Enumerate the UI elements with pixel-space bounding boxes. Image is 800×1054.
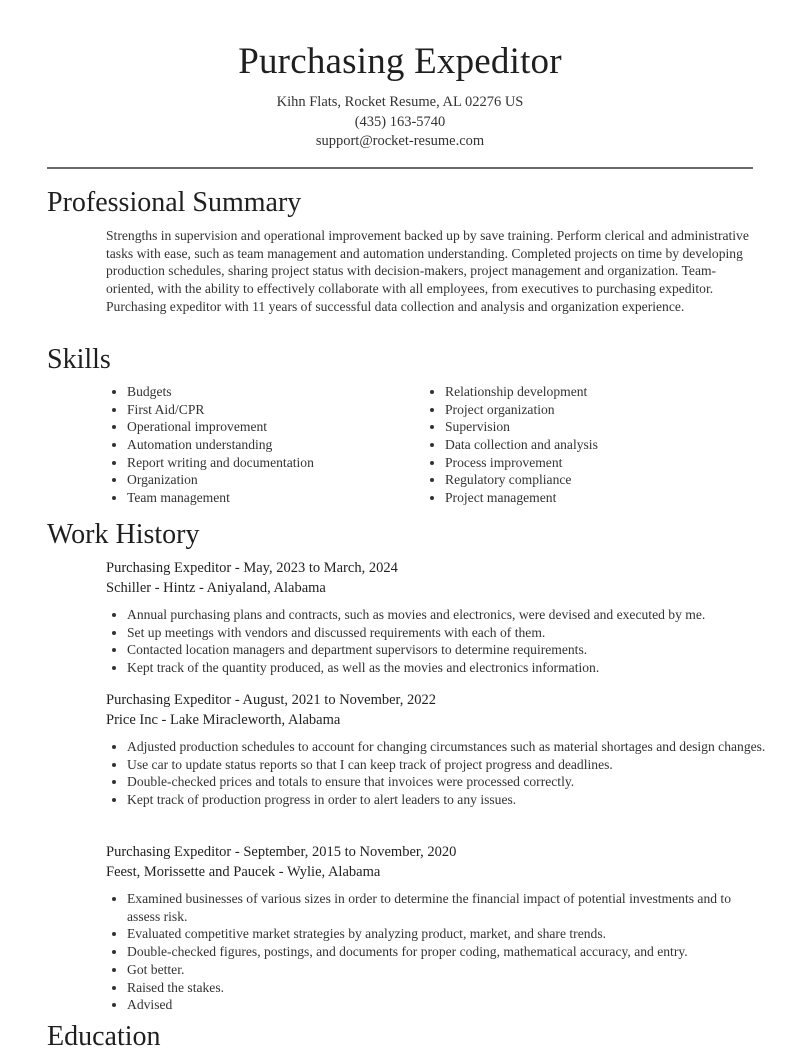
header-divider bbox=[47, 167, 753, 169]
skills-heading: Skills bbox=[47, 344, 111, 375]
candidate-name: Purchasing Expeditor bbox=[238, 41, 562, 82]
job-bullet: • Set up meetings with vendors and discussed requirements with each of them. bbox=[127, 624, 766, 642]
skill-item: • Process improvement bbox=[445, 454, 598, 472]
job-bullet: • Annual purchasing plans and contracts, such as movies and electronics, were devised and executed by me. bbox=[127, 606, 766, 624]
skills-column-2 bbox=[424, 383, 598, 507]
job-bullet: • Double-checked figures, postings, and documents for proper coding, mathematical accuracy, and entry. bbox=[127, 943, 766, 961]
address: Kihn Flats, Rocket Resume, AL 02276 US bbox=[276, 94, 524, 110]
skill-item: • First Aid/CPR bbox=[127, 401, 424, 419]
skill-item: • Supervision bbox=[445, 418, 598, 436]
job-bullet: • Got better. bbox=[127, 961, 766, 979]
job-bullet: • Adjusted production schedules to account for changing circumstances such as material shortages and design changes. bbox=[127, 738, 766, 756]
education-heading: Education bbox=[47, 1021, 161, 1052]
job-title-line: Purchasing Expeditor - May, 2023 to March, 2024 bbox=[106, 560, 398, 576]
job-bullet: • Kept track of production progress in order to alert leaders to any issues. bbox=[127, 791, 766, 809]
skill-item: • Regulatory compliance bbox=[445, 471, 598, 489]
job-entry bbox=[106, 842, 766, 1014]
work-history-heading: Work History bbox=[47, 519, 200, 550]
skill-item: • Operational improvement bbox=[127, 418, 424, 436]
skill-item: • Budgets bbox=[127, 383, 424, 401]
job-bullets bbox=[106, 738, 766, 809]
job-bullet: • Double-checked prices and totals to ensure that invoices were processed correctly. bbox=[127, 773, 766, 791]
skill-item: • Organization bbox=[127, 471, 424, 489]
skill-item: • Report writing and documentation bbox=[127, 454, 424, 472]
job-title-line: Purchasing Expeditor - August, 2021 to November, 2022 bbox=[106, 692, 437, 708]
job-company-line: Schiller - Hintz - Aniyaland, Alabama bbox=[106, 580, 326, 596]
job-title-line: Purchasing Expeditor - September, 2015 to November, 2020 bbox=[106, 844, 457, 860]
job-bullets bbox=[106, 606, 766, 677]
job-entry bbox=[106, 690, 766, 809]
job-company-line: Feest, Morissette and Paucek - Wylie, Alabama bbox=[106, 864, 381, 880]
skill-item: • Data collection and analysis bbox=[445, 436, 598, 454]
summary-heading: Professional Summary bbox=[47, 187, 302, 218]
job-bullet: • Evaluated competitive market strategies by analyzing product, market, and share trends. bbox=[127, 925, 766, 943]
job-bullet: • Kept track of the quantity produced, as well as the movies and electronics information. bbox=[127, 659, 766, 677]
job-bullets bbox=[106, 890, 766, 1014]
summary-text: Strengths in supervision and operational improvement backed up by save training. Perform clerical and administrative tasks with ease, such as team management and automation understanding. Completed projects on time by developing production schedules, sharing project status with decision-makers, project management and organization. Team-oriented, with the ability to effectively collaborate with all employees, from executives to purchasing expeditor. Purchasing expeditor with 11 years of successful data collection and analysis and organization experience. bbox=[106, 228, 749, 314]
job-bullet: • Raised the stakes. bbox=[127, 979, 766, 997]
job-bullet: • Advised bbox=[127, 996, 766, 1014]
contact-block bbox=[0, 93, 800, 152]
skills-list bbox=[106, 383, 766, 507]
skill-item: • Project management bbox=[445, 489, 598, 507]
skills-column-1 bbox=[106, 383, 424, 507]
job-bullet: • Use car to update status reports so that I can keep track of project progress and deadlines. bbox=[127, 756, 766, 774]
job-bullet: • Contacted location managers and department supervisors to determine requirements. bbox=[127, 641, 766, 659]
job-company-line: Price Inc - Lake Miracleworth, Alabama bbox=[106, 712, 341, 728]
skill-item: • Automation understanding bbox=[127, 436, 424, 454]
skill-item: • Project organization bbox=[445, 401, 598, 419]
skill-item: • Relationship development bbox=[445, 383, 598, 401]
skill-item: • Team management bbox=[127, 489, 424, 507]
phone: (435) 163-5740 bbox=[354, 113, 446, 130]
job-bullet: • Examined businesses of various sizes in order to determine the financial impact of potential investments and to assess risk. bbox=[127, 890, 766, 925]
job-entry bbox=[106, 558, 766, 677]
email: support@rocket-resume.com bbox=[315, 133, 485, 149]
